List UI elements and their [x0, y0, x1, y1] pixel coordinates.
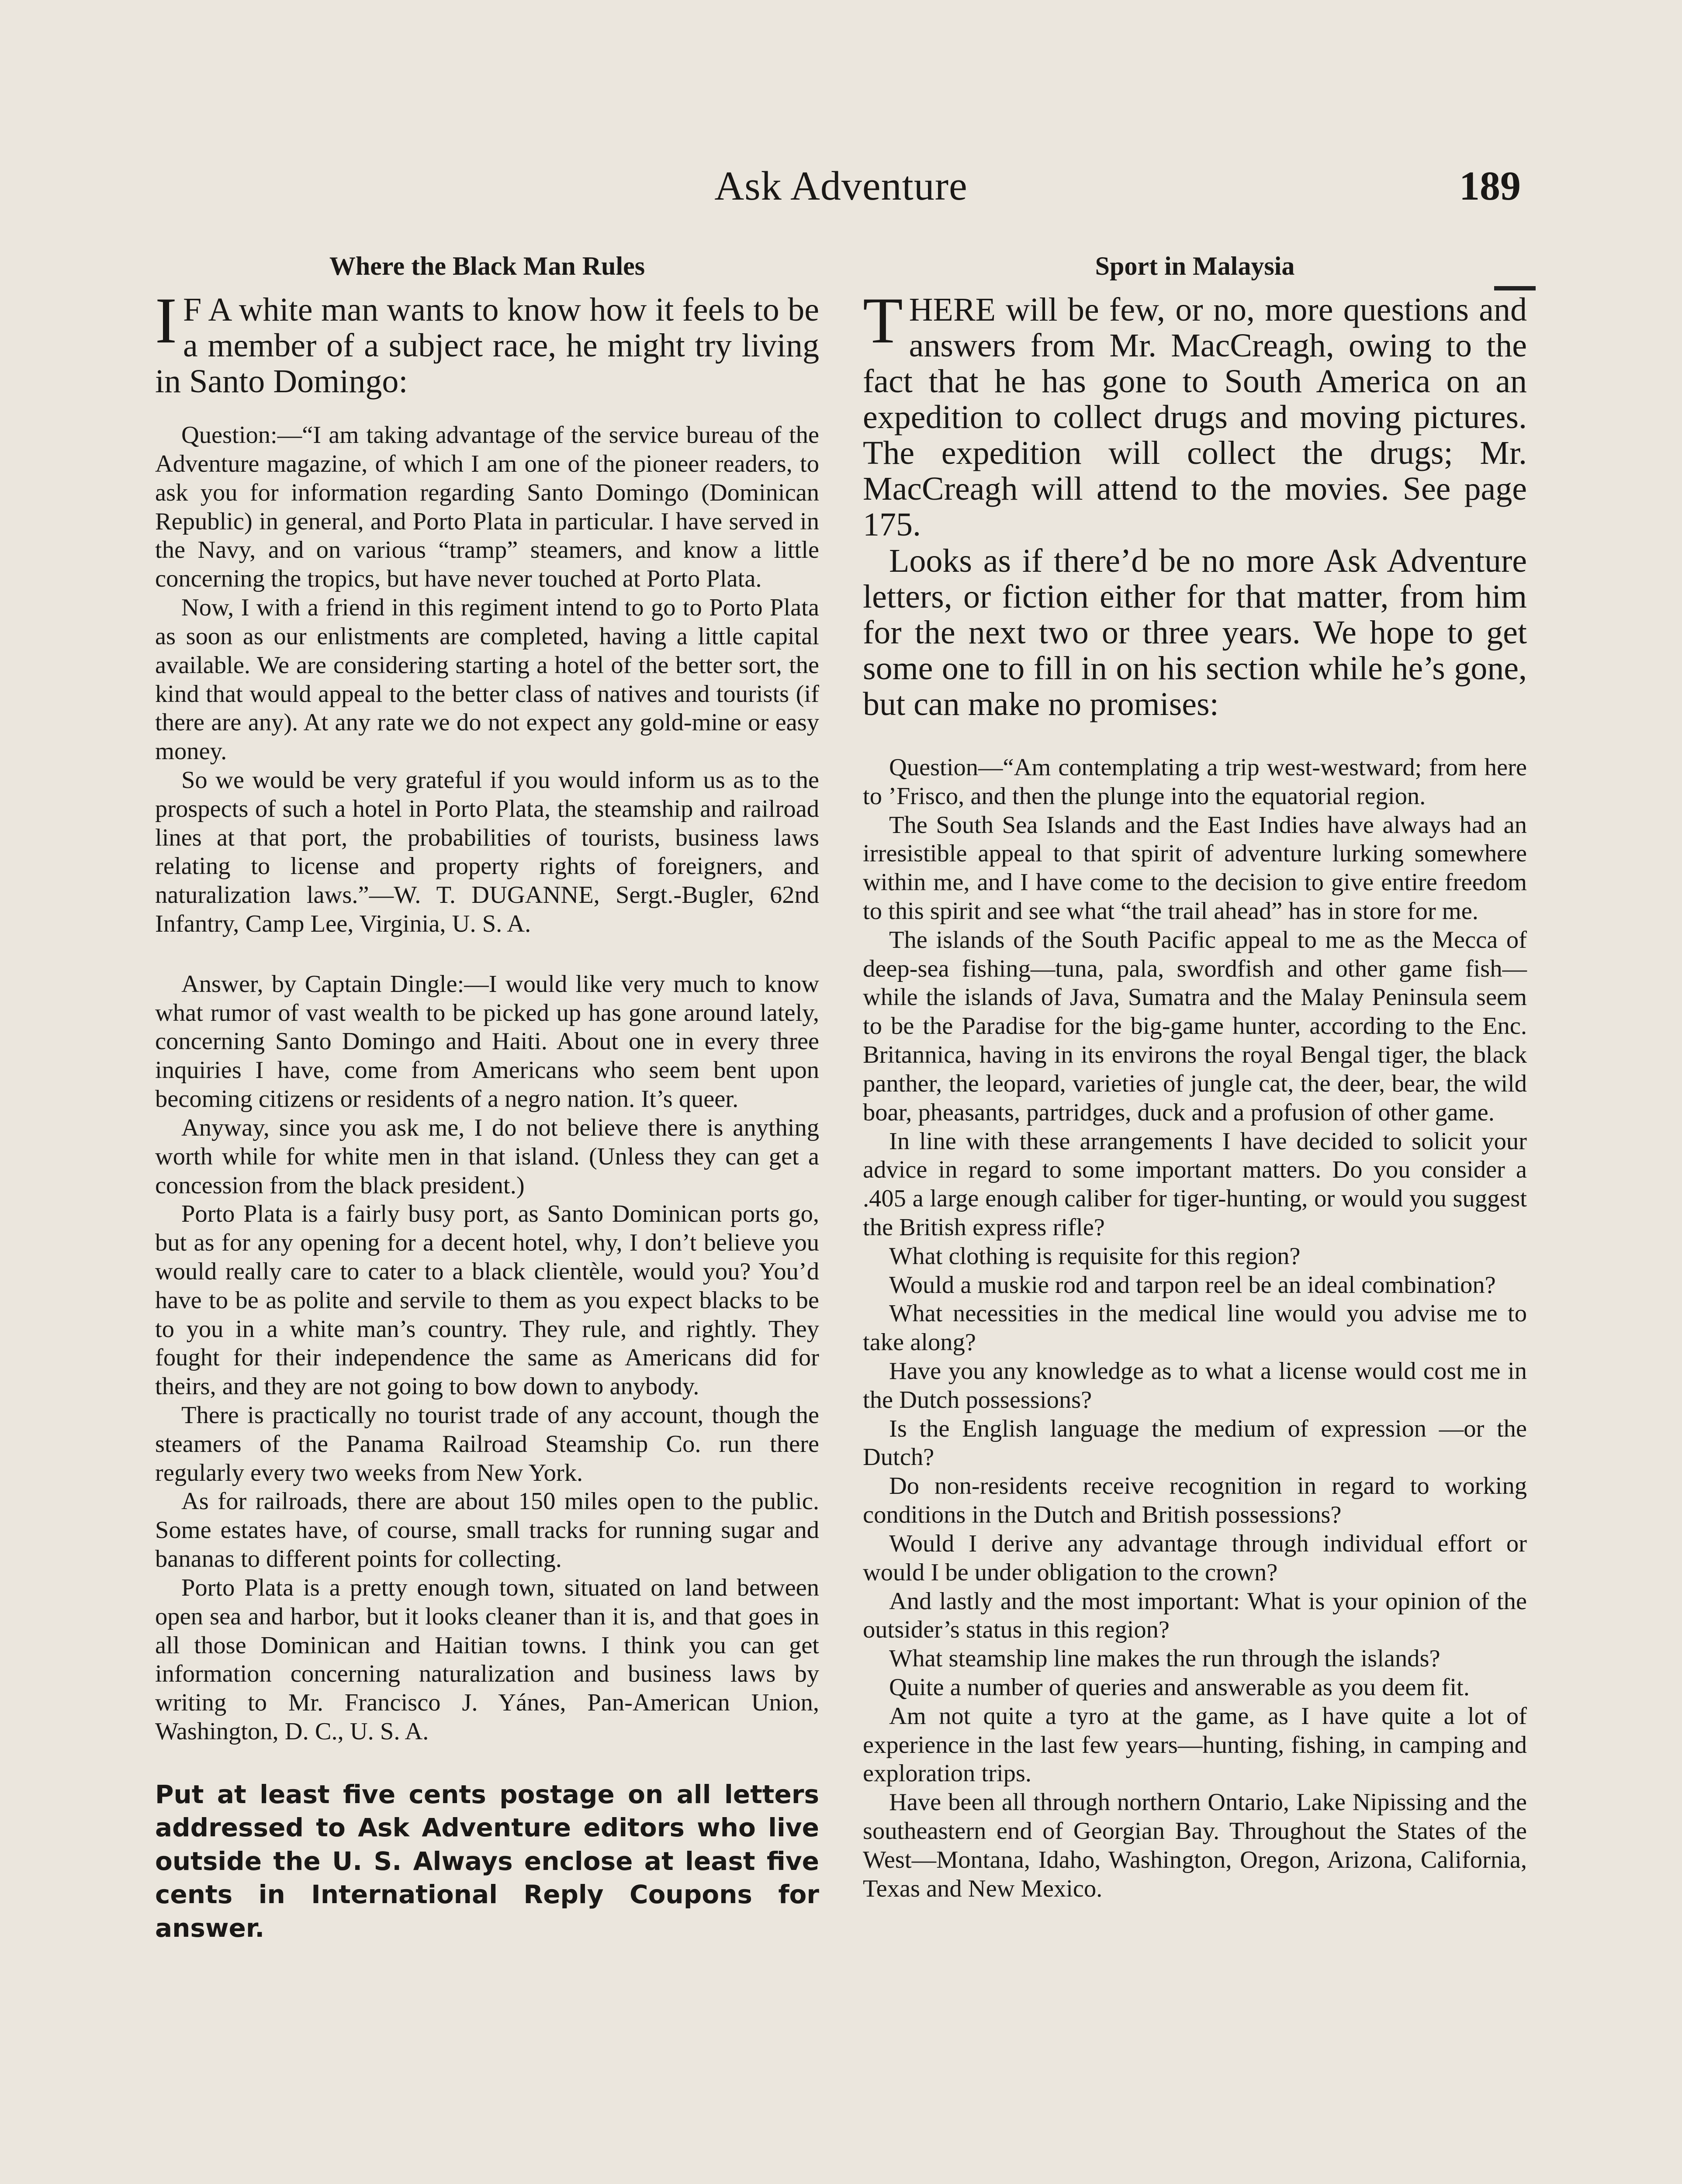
postage-notice: Put at least five cents postage on all letters addressed to Ask Adventure editors who live outside the U. S. Always enclose at least five cents in International Reply Coupons for answer.: [155, 1779, 819, 1943]
intro-paragraph-left: [155, 284, 819, 400]
paragraph: Would a muskie rod and tarpon reel be an ideal combination?: [889, 1271, 1496, 1299]
paragraph: In line with these arrangements I have decided to solicit your advice in regard to some important matters. Do you consider a .405 a large enough caliber for tiger-hunting, or would you suggest the British express rifle?: [863, 1127, 1527, 1241]
paragraph: Do non-residents receive recognition in regard to working conditions in the Dutch and British possessions?: [863, 1472, 1527, 1529]
paragraph: Have you any knowledge as to what a license would cost me in the Dutch possessions?: [863, 1358, 1527, 1413]
paragraph: Anyway, since you ask me, I do not believe there is anything worth while for white men in that island. (Unless they can get a concession from the black president.): [155, 1114, 819, 1199]
paragraph: Is the English language the medium of expression —or the Dutch?: [863, 1415, 1527, 1471]
left-column: [155, 251, 819, 1945]
intro-paragraph-right-2: Looks as if there’d be no more Ask Adventure letters, or fiction either for that matter, from him for the next two or three years. We hope to get some one to fill in on his section while he’s gone, but can make no promises:: [863, 542, 1527, 722]
answer-block-left: [155, 970, 819, 1746]
paragraph: Have been all through northern Ontario, Lake Nipissing and the southeastern end of Georgian Bay. Throughout the States of the West—Montana, Idaho, Washington, Oregon, Arizona, California, Texas and New Mexico.: [863, 1789, 1527, 1902]
paragraph: Now, I with a friend in this regiment intend to go to Porto Plata as soon as our enlistments are completed, having a little capital available. We are considering starting a hotel of the better sort, the kind that would appeal to the better class of natives and tourists (if there are any). At any rate we do not expect any gold-mine or easy money.: [155, 594, 819, 765]
paragraph: The South Sea Islands and the East Indies have always had an irresistible appeal to that spirit of adventure lurking somewhere within me, and I have come to the decision to give entire freedom to this spirit and see what “the trail ahead” has in store for me.: [863, 811, 1527, 925]
paragraph: Porto Plata is a pretty enough town, situated on land between open sea and harbor, but it looks cleaner than it is, and that goes in all those Dominican and Haitian towns. I think you can get information concerning naturalization and business laws by writing to Mr. Francisco J. Yánes, Pan-American Union, Washington, D. C., U. S. A.: [155, 1574, 819, 1745]
intro-paragraph-right: [863, 284, 1527, 543]
paragraph: So we would be very grateful if you would inform us as to the prospects of such a hotel in Porto Plata, the steamship and railroad lines at that port, the probabilities of tourists, business laws relating to license and property rights of foreigners, and naturalization laws.”—W. T. DUGANNE, Sergt.-Bugler, 62nd Infantry, Camp Lee, Virginia, U. S. A.: [155, 766, 819, 938]
paragraph: And lastly and the most important: What is your opinion of the outsider’s status in this region?: [863, 1587, 1527, 1644]
intro-text-left: F A white man wants to know how it feels to be a member of a subject race, he might try living in Santo Domingo:: [155, 291, 819, 400]
paragraph: Question—“Am contemplating a trip west-westward; from here to ’Frisco, and then the plunge into the equatorial region.: [863, 753, 1527, 810]
page-number: 189: [1459, 163, 1521, 209]
drop-cap-right: T: [863, 284, 903, 357]
question-block-right: [863, 753, 1527, 1904]
section-heading-left: Where the Black Man Rules: [329, 252, 645, 280]
paragraph: Would I derive any advantage through individual effort or would I be under obligation to the crown?: [863, 1530, 1527, 1586]
section-heading-right: Sport in Malaysia: [1095, 252, 1295, 280]
question-block-left: [155, 421, 819, 939]
paragraph: What clothing is requisite for this region?: [889, 1242, 1301, 1270]
paragraph: Am not quite a tyro at the game, as I have quite a lot of experience in the last few years—hunting, fishing, in camping and exploration trips.: [863, 1702, 1527, 1787]
paragraph: There is practically no tourist trade of any account, though the steamers of the Panama Railroad Steamship Co. run there regularly every two weeks from New York.: [155, 1402, 819, 1486]
paragraph: As for railroads, there are about 150 miles open to the public. Some estates have, of course, small tracks for running sugar and bananas to different points for collecting.: [155, 1488, 819, 1573]
paragraph: Porto Plata is a fairly busy port, as Santo Dominican ports go, but as for any opening for a decent hotel, why, I don’t believe you would really care to cater to a black clientèle, would you? You’d have to be as polite and servile to them as you expect blacks to be to you in a white man’s country. They rule, and rightly. They fought for their independence the same as Americans did for theirs, and they are not going to bow down to anybody.: [155, 1200, 819, 1400]
paragraph: Answer, by Captain Dingle:—I would like very much to know what rumor of vast wealth to be picked up has gone around lately, concerning Santo Domingo and Haiti. About one in every three inquiries I have, come from Americans who seem bent upon becoming citizens or residents of a negro nation. It’s queer.: [155, 970, 819, 1113]
paragraph: Question:—“I am taking advantage of the service bureau of the Adventure magazine, of which I am one of the pioneer readers, to ask you for information regarding Santo Domingo (Dominican Republic) in general, and Porto Plata in particular. I have served in the Navy, and on various “tramp” steamers, and know a little concerning the tropics, but have never touched at Porto Plata.: [155, 422, 819, 593]
drop-cap-left: I: [155, 284, 177, 357]
paragraph: The islands of the South Pacific appeal to me as the Mecca of deep-sea fishing—tuna, pala, swordfish and other game fish—while the islands of Java, Sumatra and the Malay Peninsula seem to be the Paradise for the big-game hunter, according to the Enc. Britannica, having in its environs the royal Bengal tiger, the black panther, the leopard, varieties of jungle cat, the deer, bear, the wild boar, pheasants, partridges, duck and a profusion of other game.: [863, 926, 1527, 1126]
running-head: Ask Adventure: [714, 163, 968, 209]
right-column: [863, 251, 1527, 1903]
paragraph: What necessities in the medical line would you advise me to take along?: [863, 1300, 1527, 1356]
paragraph: What steamship line makes the run through the islands?: [889, 1645, 1440, 1673]
intro-text-right: HERE will be few, or no, more questions and answers from Mr. MacCreagh, owing to the fact that he has gone to South America on an expedition to collect drugs and moving pictures. The expedition will collect the drugs; Mr. MacCreagh will attend to the movies. See page 175.: [863, 291, 1527, 543]
paragraph: Quite a number of queries and answerable as you deem fit.: [889, 1673, 1470, 1701]
